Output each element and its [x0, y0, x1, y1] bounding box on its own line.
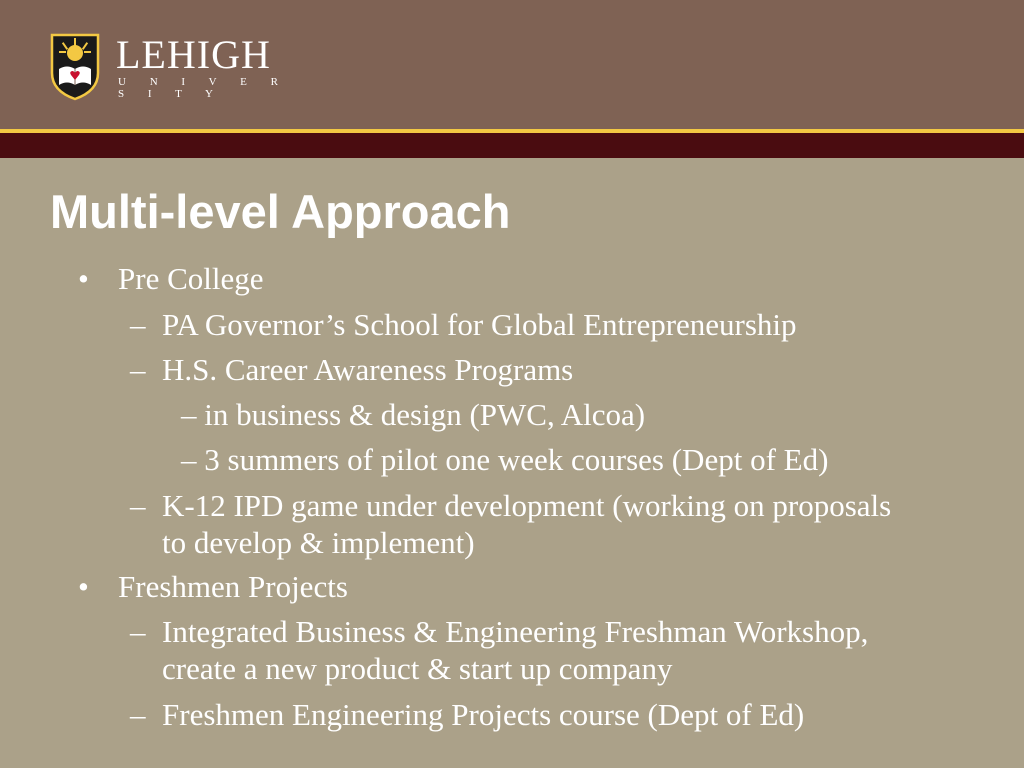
list-item: H.S. Career Awareness Programs [162, 352, 574, 387]
maroon-band [0, 133, 1024, 158]
header-band [0, 0, 1024, 129]
dash-marker: – [130, 614, 146, 649]
slide-title: Multi-level Approach [50, 185, 511, 238]
lehigh-logo [50, 33, 290, 103]
list-item: PA Governor’s School for Global Entrepreneurship [162, 307, 797, 342]
list-item: Freshmen Engineering Projects course (Dept of Ed) [162, 697, 805, 732]
logo-university-text: U N I V E R S I T Y [118, 76, 289, 100]
dash-marker: – [130, 307, 146, 342]
list-item-continuation: to develop & implement) [162, 525, 475, 560]
list-item: Pre College [118, 261, 264, 296]
list-item: – in business & design (PWC, Alcoa) [181, 397, 646, 432]
list-item: – 3 summers of pilot one week courses (Dept of Ed) [181, 442, 829, 477]
logo-wordmark: LEHIGH [116, 32, 271, 77]
bullet-marker: • [78, 569, 89, 604]
dash-marker: – [130, 488, 146, 523]
dash-marker: – [130, 352, 146, 387]
list-item: Integrated Business & Engineering Freshman Workshop, [162, 614, 869, 649]
dash-marker: – [130, 697, 146, 732]
list-item-continuation: create a new product & start up company [162, 651, 673, 686]
shield-icon [50, 33, 100, 101]
list-item: Freshmen Projects [118, 569, 348, 604]
list-item: K-12 IPD game under development (working on proposals [162, 488, 892, 523]
bullet-marker: • [78, 261, 89, 296]
